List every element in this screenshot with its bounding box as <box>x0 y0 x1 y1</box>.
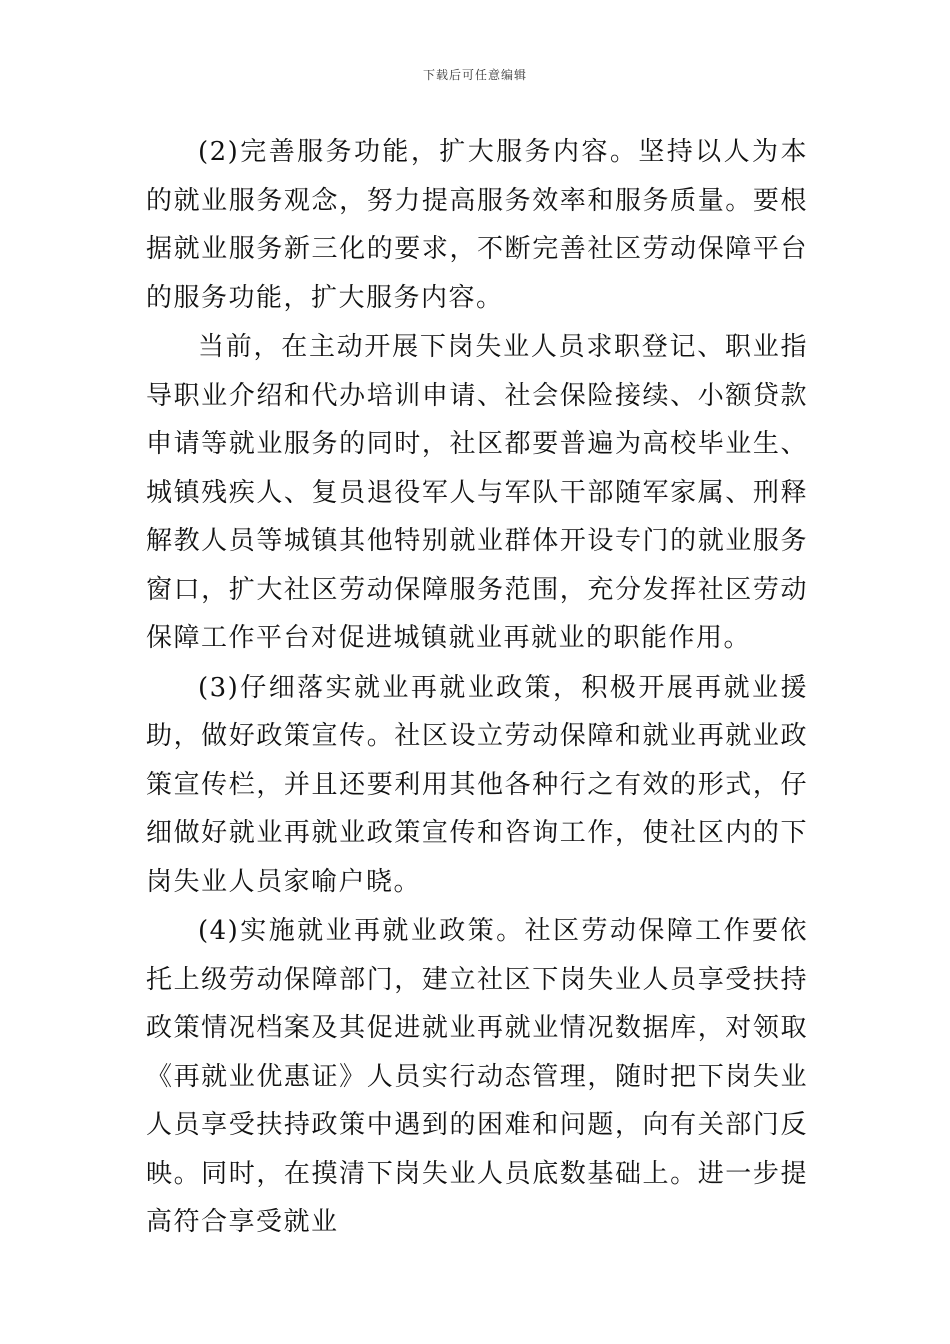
paragraph-policy-implementation: (3)仔细落实就业再就业政策，积极开展再就业援助，做好政策宣传。社区设立劳动保障和就业再就业政策宣传栏，并且还要利用其他各种行之有效的形式，仔细做好就业再就业政策宣传和咨询工作，使社区内的下岗失业人员家喻户晓。 <box>146 672 808 897</box>
paragraph-current-services: 当前，在主动开展下岗失业人员求职登记、职业指导职业介绍和代办培训申请、社会保险接续、小额贷款申请等就业服务的同时，社区都要普遍为高校毕业生、城镇残疾人、复员退役军人与军队干部随军家属、刑释解教人员等城镇其他特别就业群体开设专门的就业服务窗口，扩大社区劳动保障服务范围，充分发挥社区劳动保障工作平台对促进城镇就业再就业的职能作用。 <box>146 332 808 653</box>
paragraph-service-functions: (2)完善服务功能，扩大服务内容。坚持以人为本的就业服务观念，努力提高服务效率和服务质量。要根据就业服务新三化的要求，不断完善社区劳动保障平台的服务功能，扩大服务内容。 <box>146 137 808 313</box>
paragraph-policy-execution: (4)实施就业再就业政策。社区劳动保障工作要依托上级劳动保障部门，建立社区下岗失业人员享受扶持政策情况档案及其促进就业再就业情况数据库，对领取《再就业优惠证》人员实行动态管理，随时把下岗失业人员享受扶持政策中遇到的困难和问题，向有关部门反映。同时，在摸清下岗失业人员底数基础上。进一步提高符合享受就业 <box>146 916 808 1237</box>
document-body <box>146 128 808 1248</box>
page-header: 下载后可任意编辑 <box>422 68 527 82</box>
